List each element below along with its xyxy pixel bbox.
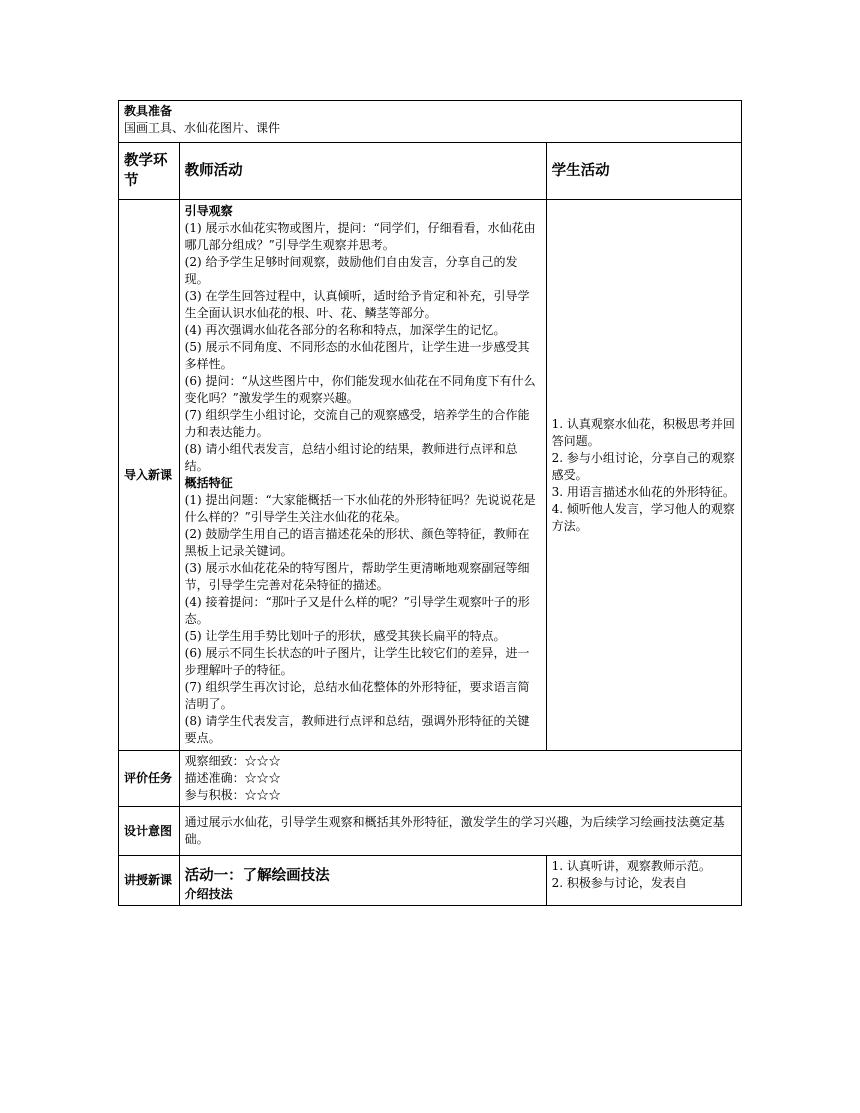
header-stage: 教学环节 [119, 143, 180, 200]
list-item: 描述准确：☆☆☆ [184, 771, 281, 785]
intro-row [119, 200, 742, 751]
lecture-teacher-cell [179, 856, 546, 906]
design-content: 通过展示水仙花，引导学生观察和概括其外形特征，激发学生的学习兴趣，为后续学习绘画技法奠定基础。 [179, 807, 741, 856]
lecture-stage: 讲授新课 [119, 856, 180, 906]
lesson-plan-page [118, 100, 742, 906]
list-item: (3) 展示水仙花花朵的特写图片，帮助学生更清晰地观察副冠等细节，引导学生完善对花朵特征的描述。 [184, 561, 530, 592]
list-item: 3. 用语言描述水仙花的外形特征。 [551, 484, 735, 499]
design-stage: 设计意图 [119, 807, 180, 856]
list-item: (4) 接着提问：“那叶子又是什么样的呢？”引导学生观察叶子的形态。 [184, 595, 530, 626]
list-item: 参与积极：☆☆☆ [184, 788, 281, 802]
list-item: (6) 展示不同生长状态的叶子图片，让学生比较它们的差异，进一步理解叶子的特征。 [184, 646, 530, 677]
intro-teacher-cell [179, 200, 546, 751]
list-item: (6) 提问：“从这些图片中，你们能发现水仙花在不同角度下有什么变化吗？”激发学生的观察兴趣。 [184, 374, 536, 405]
list-item: 1. 认真听讲，观察教师示范。 [551, 859, 711, 873]
evaluation-stage: 评价任务 [119, 751, 180, 807]
list-item: (8) 请小组代表发言，总结小组讨论的结果，教师进行点评和总结。 [184, 442, 518, 473]
list-item: (2) 鼓励学生用自己的语言描述花朵的形状、颜色等特征，教师在黑板上记录关键词。 [184, 527, 530, 558]
prep-content: 国画工具、水仙花图片、课件 [124, 121, 281, 135]
list-item: 1. 认真观察水仙花，积极思考并回答问题。 [551, 416, 735, 448]
intro-student-cell [546, 200, 741, 751]
activity-title: 活动一：了解绘画技法 [184, 867, 330, 884]
list-item: (1) 提出问题：“大家能概括一下水仙花的外形特征吗？先说说花是什么样的？”引导学生关注水仙花的花朵。 [184, 493, 536, 524]
lesson-plan-table [118, 100, 742, 906]
list-item: (5) 展示不同角度、不同形态的水仙花图片，让学生进一步感受其多样性。 [184, 340, 530, 371]
section-heading: 引导观察 [184, 204, 233, 218]
prep-row [119, 101, 742, 143]
evaluation-content [179, 751, 741, 807]
section-heading: 介绍技法 [184, 887, 233, 901]
list-item: (3) 在学生回答过程中，认真倾听，适时给予肯定和补充，引导学生全面认识水仙花的根、叶、花、鳞茎等部分。 [184, 289, 530, 320]
evaluation-row [119, 751, 742, 807]
intro-stage: 导入新课 [119, 200, 180, 751]
list-item: (2) 给予学生足够时间观察，鼓励他们自由发言，分享自己的发现。 [184, 255, 518, 286]
list-item: (5) 让学生用手势比划叶子的形状，感受其狭长扁平的特点。 [184, 629, 506, 643]
lecture-student-cell [546, 856, 741, 906]
list-item: (7) 组织学生再次讨论，总结水仙花整体的外形特征，要求语言简洁明了。 [184, 680, 530, 711]
section-heading: 概括特征 [184, 476, 233, 490]
list-item: (4) 再次强调水仙花各部分的名称和特点，加深学生的记忆。 [184, 323, 506, 337]
list-item: 观察细致：☆☆☆ [184, 754, 281, 768]
header-row [119, 143, 742, 200]
list-item: (8) 请学生代表发言，教师进行点评和总结，强调外形特征的关键要点。 [184, 714, 530, 745]
list-item: 4. 倾听他人发言，学习他人的观察方法。 [551, 501, 735, 533]
list-item: 2. 积极参与讨论，发表自 [551, 876, 687, 890]
list-item: (1) 展示水仙花实物或图片，提问：“同学们，仔细看看，水仙花由哪几部分组成？”引导学生观察并思考。 [184, 221, 536, 252]
design-row [119, 807, 742, 856]
lecture-row [119, 856, 742, 906]
header-teacher: 教师活动 [179, 143, 546, 200]
list-item: (7) 组织学生小组讨论，交流自己的观察感受，培养学生的合作能力和表达能力。 [184, 408, 530, 439]
header-student: 学生活动 [546, 143, 741, 200]
prep-title: 教具准备 [124, 104, 173, 118]
list-item: 2. 参与小组讨论，分享自己的观察感受。 [551, 450, 735, 482]
